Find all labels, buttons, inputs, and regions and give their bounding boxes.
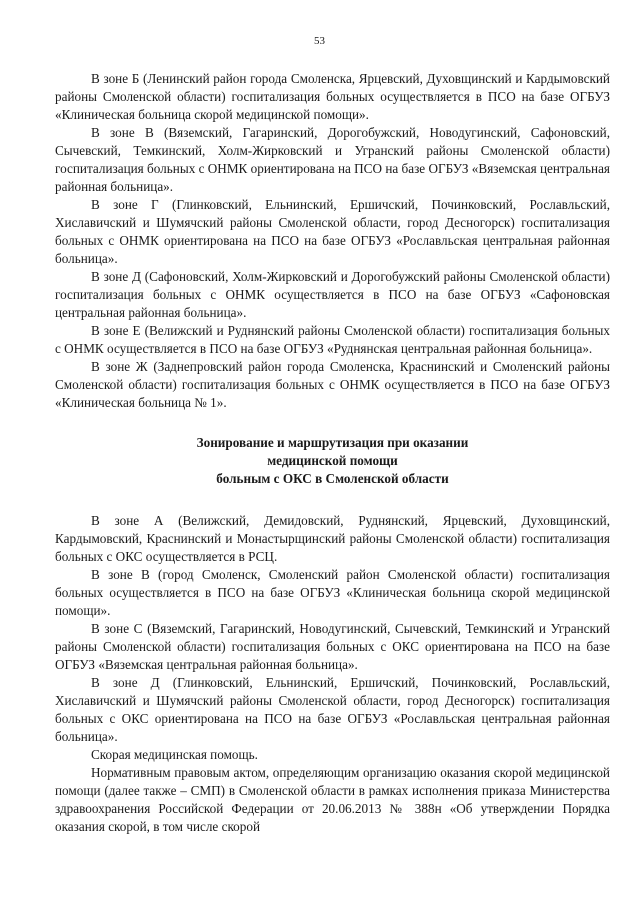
paragraph-zone-d-stroke: В зоне Д (Сафоновский, Холм-Жирковский и Дорогобужский районы Смоленской области) госпитализация больных с ОНМК осуществляется в ПСО на базе ОГБУЗ «Сафоновская центральная районная больница».	[55, 269, 610, 320]
heading-line-2: медицинской помощи	[267, 453, 398, 468]
document-body	[55, 70, 610, 836]
paragraph-zone-c-oks: В зоне С (Вяземский, Гагаринский, Новодугинский, Сычевский, Темкинский и Угранский районы Смоленской области) госпитализация больных с ОКС ориентирована на ПСО на базе ОГБУЗ «Вяземская центральная районная больница».	[55, 621, 610, 672]
paragraph-zone-g-stroke: В зоне Г (Глинковский, Ельнинский, Ершичский, Починковский, Рославльский, Хиславичский и Шумячский районы Смоленской области, город Десногорск) госпитализация больных с ОНМК ориентирована на ПСО на базе ОГБУЗ «Рославльская центральная районная больница».	[55, 197, 610, 266]
paragraph-zone-d-oks: В зоне Д (Глинковский, Ельнинский, Ершичский, Починковский, Рославльский, Хиславичский и Шумячский районы Смоленской области, город Десногорск) госпитализация больных с ОКС ориентирована на ПСО на базе ОГБУЗ «Рославльская центральная районная больница».	[55, 675, 610, 744]
paragraph-zone-v-stroke: В зоне В (Вяземский, Гагаринский, Дорогобужский, Новодугинский, Сафоновский, Сычевский, Темкинский, Холм-Жирковский и Угранский районы Смоленской области) госпитализация больных с ОНМК ориентирована на ПСО на базе ОГБУЗ «Вяземская центральная районная больница».	[55, 125, 610, 194]
paragraph-zone-zh-stroke: В зоне Ж (Заднепровский район города Смоленска, Краснинский и Смоленский районы Смоленской области) госпитализация больных с ОНМК осуществляется в ПСО на базе ОГБУЗ «Клиническая больница № 1».	[55, 359, 610, 410]
paragraph-normative-act: Нормативным правовым актом, определяющим организацию оказания скорой медицинской помощи (далее также – СМП) в Смоленской области в рамках исполнения приказа Министерства здравоохранения Российской Федерации от 20.06.2013 № 388н «Об утверждении Порядка оказания скорой, в том числе скорой	[55, 765, 610, 834]
paragraph-zone-b-stroke: В зоне Б (Ленинский район города Смоленска, Ярцевский, Духовщинский и Кардымовский районы Смоленской области) госпитализация больных осуществляется в ПСО на базе ОГБУЗ «Клиническая больница скорой медицинской помощи».	[55, 71, 610, 122]
paragraph-zone-v-oks: В зоне В (город Смоленск, Смоленский район Смоленской области) госпитализация больных осуществляется в ПСО на базе ОГБУЗ «Клиническая больница скорой медицинской помощи».	[55, 567, 610, 618]
page-number: 53	[314, 35, 325, 47]
paragraph-zone-a-oks: В зоне А (Велижский, Демидовский, Руднянский, Ярцевский, Духовщинский, Кардымовский, Краснинский и Монастырщинский районы Смоленской области) госпитализация больных с ОКС осуществляется в РСЦ.	[55, 513, 610, 564]
paragraph-emergency-care: Скорая медицинская помощь.	[91, 747, 258, 762]
section-heading-oks	[55, 434, 610, 488]
heading-line-1: Зонирование и маршрутизация при оказании	[196, 435, 469, 450]
heading-line-3: больным с ОКС в Смоленской области	[216, 471, 449, 486]
paragraph-zone-e-stroke: В зоне Е (Велижский и Руднянский районы Смоленской области) госпитализация больных с ОНМК осуществляется в ПСО на базе ОГБУЗ «Руднянская центральная районная больница».	[55, 323, 610, 356]
